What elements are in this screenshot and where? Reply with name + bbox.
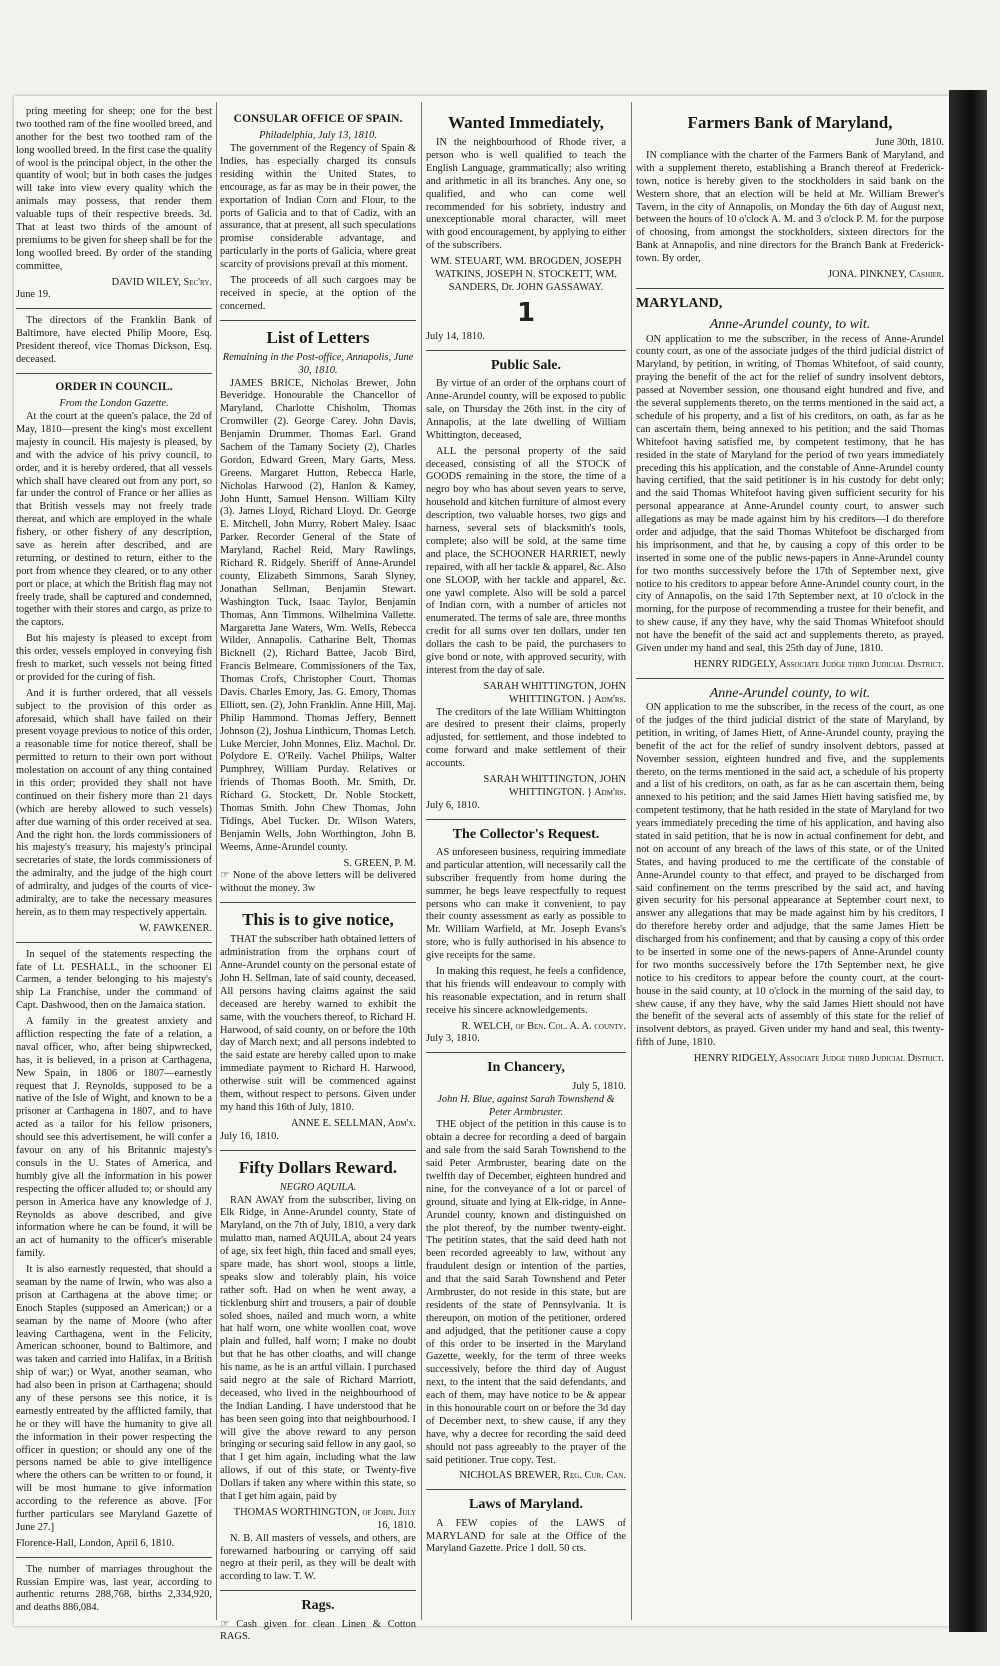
order-in-council-heading: ORDER IN COUNCIL. [55,380,173,393]
rags-heading: Rags. [301,1598,335,1614]
separator [16,373,212,374]
reward-text: RAN AWAY from the subscriber, living on Elk Ridge, in Anne-Arundel county, State of Maryland, on the 7th of July, 1810, a very dark mulatto man, named AQUILA, about 24 years of age, six feet high, thin faced and small eyes, spare made, has short wool, stoops a little, speaks slow and tolerably plain, his voice rather soft. Had on when he went away, a ticklenburg shirt and trousers, a pair of double soled shoes, nailed and much worn, a white hat half worn, one white woollen coat, wove plain and fulled, half worn; I make no doubt but that he has other cloaths, and will change his name, as he is an artful villain. I purchased said negro at the sale of Richard Marriott, deceased, who lived in the neighbourhood of the Indian Landing. I have understood that he has been seen going into that neighbourhood. I will give the above reward to any person bringing or securing said fellow in any gaol, so that I get him again, including what the law allows, if out of this state, or Twenty-five Dollars if taken any where within this state, so that I get him again, paid by [220,1194,416,1502]
consular-text-2: The proceeds of all such cargoes may be received in specie, at the option of the concerned. [220,275,416,312]
separator [16,942,212,943]
separator [426,350,626,351]
separator [636,288,944,289]
insolvent-text-1: ON application to me the subscriber, in the recess of Anne-Arundel county court, as one of the associate judges of the third judicial district of Maryland, by petition, in writing, of Thomas Whitefoot, of said county, praying the benefit of the act for the relief of sundry insolvent debtors, passed at November session, one thousand eight hundred and five, and the several supplements thereto, on the terms mentioned in the said act, a schedule of his property, and a list of his creditors, on oath, as far as he can ascertain them, being annexed to his petition; and the said Thomas Whitefoot having satisfied me, by competent testimony, that he has resided in the state of Maryland for the period of two years immediately preceding this his application, and the constable of Anne-Arundel county having certified, that the said petitioner is in his custody for debt only; and the said Thomas Whitefoot having given sufficient security for his personal appearance at Anne-Arundel county court, to answer such allegations as may be made against him by his creditors—I do therefore order and adjudge, that the said Thomas Whitefoot be discharged from his imprisonment, and that he, by causing a copy of this order to be inserted in some one of the public news-papers in Anne-Arundel county for two months successively before the 17th of September next, give notice to his creditors to appear before Anne-Arundel county court, in the city of Annapolis, on the said 17th September next, at 10 o'clock in the morning, for the purpose of recommending a trustee for their benefit, and to shew cause, if any they have, why the said Thomas Whitefoot should not have the benefit of the said act and supplements thereto, as prayed. Given under my hand and seal, this 25th day of June, 1810. [636,333,944,654]
wanted-heading: Wanted Immediately, [448,113,604,132]
chancery-heading: In Chancery, [487,1060,565,1076]
sale-signature-2: SARAH WHITTINGTON, JOHN WHITTINGTON. } Adm'rs. [483,773,626,798]
peshall-dateline: Florence-Hall, London, April 6, 1810. [16,1537,175,1549]
laws-text: A FEW copies of the LAWS of MARYLAND for sale at the Office of the Maryland Gazette. Price 1 doll. 50 cts. [426,1517,626,1555]
chancery-parties: John H. Blue, against Sarah Townshend & Peter Armbruster. [437,1093,615,1118]
chancery-date: July 5, 1810. [572,1080,626,1092]
sheep-date: June 19. [16,289,51,301]
list-of-letters-heading: List of Letters [266,327,370,347]
bank-date: June 30th, 1810. [875,137,944,149]
separator [220,320,416,321]
wanted-signatories: WM. STEUART, WM. BROGDEN, JOSEPH WATKINS, JOSEPH N. STOCKETT, WM. SANDERS, Dr. JOHN GASSAWAY. [430,256,622,293]
wanted-text: IN the neighbourhood of Rhode river, a person who is well qualified to teach the English Language, grammatically; also writing and arithmetic in all its branches. Any one, so qualified, and who can come well recommended for his sobriety, industry and unexceptionable moral character, will meet with good encouragement, by applying to either of the subscribers. [426,137,626,252]
sale-text-1: By virtue of an order of the orphans court of Anne-Arundel county, will be exposed to public sale, on Thursday the 26th inst. in the city of Annapolis, at the late dwelling of William Whittington, deceased, [426,378,626,441]
column-2 [220,106,416,1643]
consular-heading: CONSULAR OFFICE OF SPAIN. [233,113,403,125]
consular-dateline: Philadelphia, July 13, 1810. [259,130,377,142]
laws-heading: Laws of Maryland. [469,1497,583,1513]
order-source: From the London Gazette. [59,398,169,410]
order-text-1: At the court at the queen's palace, the 2d of May, 1810—present the king's most excellent majesty in council. His majesty is pleased, by and with the advice of his privy council, to order, and it is hereby ordered, that all vessels which shall have cleared out from any port, so far under the control of France or her allies as that British vessels may not freely trade thereat, and which are employed in the whale fishery, or other fishery of any description, save as herein after described, and are returning, or destined to return, either to the port from whence they cleared, or to any other port or place, at which the British flag may not freely trade, shall be captured and condemned, together with their stores and cargo, as prize to the captors. [16,411,212,629]
sale-date: July 6, 1810. [426,799,480,811]
public-sale-heading: Public Sale. [490,357,561,373]
peshall-text-3: It is also earnestly requested, that should a seaman by the name of Irwin, who was also a prison at Carthagena at the above time; or Enoch Staples (supposed an American;) or a seaman by the name of Moore (who after leaving Carthagena, went in the Felicity, American schooner, bound to Baltimore, and was taken and carried into Halifax, in a British ship of war;) or Wyat, another seaman, who had also been in prison at Carthagena; should any of these persons see this notice, it is earnestly entreated by the afflicted family, that he or they will have the humanity to give all the information in their power respecting the officer in question; or should any one of the persons named be able to give intelligence where the others can be written to or found, it will be most humane to give information according to the reference as above. [For further particulars see Maryland Gazette of June 27.] [16,1264,212,1533]
column-rule [421,102,422,1620]
separator [220,902,416,903]
insolvent-signature-2: HENRY RIDGELY, Associate Judge third Judicial District. [693,1053,944,1065]
separator [16,1557,212,1558]
franklin-bank-text: The directors of the Franklin Bank of Baltimore, have elected Philip Moore, Esq. President thereof, vice Thomas Dickson, Esq. deceased. [16,315,212,366]
collector-date: July 3, 1810. [426,1033,480,1045]
sale-signature: SARAH WHITTINGTON, JOHN WHITTINGTON. } Adm'rs. [483,680,626,705]
separator [636,678,944,679]
separator [220,1150,416,1151]
maryland-heading: MARYLAND, [636,295,723,311]
letters-text: JAMES BRICE, Nicholas Brewer, John Beveridge. Honourable the Chancellor of Maryland, Charlotte Chisholm, Thomas Cromwiller (2). George Carey. John Davis, Benjamin Drummer. Thomas Earl. Grand Sachem of the Tamany Society (2), Charles Gordon, Edward Green, Mary Garts, Mess. Greens. Margaret Hutton, Rebecca Harle, Nicholas Harwood (2), Hanlon & Kamey, John Huntt, Samuel Henson. William Kilty (3). James Lloyd, Richard Lloyd. Dr. George E. Mitchell, John Murry, Robert Maley. Isaac Parker. Recorder General of the State of Maryland, Rachel Reid, Mary Rawlings, Richard R. Ridgely. Sheriff of Anne-Arundel county, Elizabeth Simmons, Sarah Slyney, Jonathan Sellman, Benjamin Stewart. Washington Tuck, Isaac Taylor, Benjamin Thomas, Ann Timmons. Wilhelmina Vallette. Margaretta Jane Waters, Wm. Wells, Rebecca Wilder, Annapolis. Catharine Belt, Thomas Bicknell (2), Richard Battee, Jacob Bird, Francis Belmeare. Commissioners of the Tax, Thomas Crofs, Christopher Court. Thomas Davis. Charles Emory, Jas. G. Emory, Thomas Elliott, sen. (2), John Franklin. Anne Hill, Maj. Philip Hammond. Thomas Jeffery, Bennett Johnson (2), Joshua Linthicum, Thomas Letch. Luke Mercier, John Monnes, Eliz. Machol. Dr. Polydore E. O'Reily. Vachel Philips, Walter Pumphrey, William Purday. Relatives or friends of Thomas Booth. Mr. Smith, Dr. Richard G. Stockett, Dr. Noble Stockett, Thomas Smith. John Chew Thomas, John Tidings, Abel Tucker. Dr. Wilson Waters, Benjamin Wells, John Worthington, John B. Weems, Anne-Arundel county. [220,377,416,853]
consular-text-1: The government of the Regency of Spain & Indies, has especially charged its consuls residing within the United States, to encourage, as far as may be in their power, the exportation of Indian Corn and Flour, to the ports of Galicia and to that of Cadiz, with an assurance, that at present, all such speculations promise considerable advantage, and particularly in the ports of Galicia, where great scarcity of provisions prevail at this moment. [220,143,416,271]
order-text-2: But his majesty is pleased to except from this order, vessels employed in conveying fish fresh to market, such vessels not being fitted or provided for the curing of fish. [16,633,212,683]
insolvent-text-2: ON application to me the subscriber, in the recess of the court, as one of the judges of the third judicial district of the state of Maryland, by petition, in writing, of James Hiett, of Anne-Arundel county, praying the benefit of the act for the relief of sundry insolvent debtors, passed at November session, eighteen hundred and five, and the supplements thereto, on the terms mentioned in the said act, a schedule of his property and a list of his creditors, on oath, as far as he can ascertain them, being annexed to his petition; and the said James Hiett having satisfied me, by competent testimony, that he hath resided in the state of Maryland for two years immediately preceding the time of his application, and having also stated in said petition, that he is now in actual confinement for debt, and not on account of any breach of the laws of this state, or of the United States, and having produced to me the certificate of the constable of Anne-Arundel county to that effect, and prayed to be discharged from said confinement on the terms prescribed by the said act, and having given security for his personal appearance at September court next, to answer any allegations that may be made against him by his creditors, I do therefore hereby order and adjudge, that the same James Hiett be discharged from his confinement; and that by causing a copy of this order to be inserted in some one of the news-papers of Anne-Arundel county for two months successively before the 17th September next, he give notice to his creditors to appear before the county court, at the court-house in the said county, at 10 o'clock in the morning of the said day, to shew cause, if any they have, why the said James Hiett should not have the benefit of the several acts of assembly of this state for the relief of insolvent debtors, as prayed. Given under my hand and seal, this twenty-fifth of June, 1810. [636,702,944,1049]
collector-text-2: In making this request, he feels a confidence, that his friends will endeavour to comply with his reasonable expectation, and in return shall receive his sincere acknowledgements. [426,966,626,1016]
sale-text-3: The creditors of the late William Whittington are desired to present their claims, properly adjusted, for settlement, and those indebted to come forward and make settlement of their accounts. [426,706,626,770]
wanted-date: July 14, 1810. [426,331,485,342]
column-rule [216,102,217,1620]
book-spine [949,90,987,1632]
letters-signature: S. GREEN, P. M. [343,857,416,869]
notice-date: July 16, 1810. [220,1130,279,1142]
separator [16,308,212,309]
column-rule [631,102,632,1620]
russian-census-text: The number of marriages throughout the Russian Empire was, last year, according to authentic returns 288,768, births 2,334,920, and deaths 886,084. [16,1563,212,1614]
rags-text: ☞ Cash given for clean Linen & Cotton RAGS. [220,1618,416,1643]
reward-signature: THOMAS WORTHINGTON, of John. July 16, 1810. [233,1506,416,1531]
reward-subheading: NEGRO AQUILA. [279,1181,357,1193]
bank-signature: JONA. PINKNEY, Cashier. [827,268,944,280]
order-signature: W. FAWKENER. [139,922,212,934]
order-text-3: And it is further ordered, that all vessels subject to the provision of this order as aforesaid, which shall have failed on their present voyage previous to notice of this order, a reasonable time for notice thereof, shall be permitted to return to their own port without molestation on account of any thing contained in this order; provided they shall not have continued on their fishery more than 21 days (which are hereby allowed to such vessels) after due warning of this order received at sea. And the right hon. the lords commissioners of his majesty's treasury, his majesty's principal secretaries of state, the lords commissioners of the admiralty, and the judge of the high court of admiralty, and judges of the courts of vice-admiralty, are to take the necessary measures herein, as to them may respectively appertain. [16,687,212,918]
letters-note: ☞ None of the above letters will be delivered without the money. 3w [220,870,416,895]
chancery-text: THE object of the petition in this cause is to obtain a decree for recording a deed of bargain and sale from the said Sarah Townshend to the said Peter Armbruster, bearing date on the twelfth day of December, eighteen hundred and nine, for the conveyance of a lot or parcel of ground, situate and lying at Elk-ridge, in Anne-Arundel county, known and distinguished on the plot thereof, by the number twenty-eight. The petition states, that the said deed hath not been recorded agreeably to law, without any fraudulent design or intention of the parties, and that the said Sarah Townshend and Peter Armbruster, do not reside in this state, but are residents of the state of Pennsylvania. It is thereupon, on motion of the petitioner, ordered and adjudged, that the petitioner cause a copy of this order to be inserted in the Maryland Gazette, weekly, for the term of three weeks successively, before the third day of August next, to the intent that the said defendants, and each of them, may have notice to be & appear in this honourable court on or before the 3d day of December next, to shew cause, if any they have, why a decree for recording the said deed should not pass agreeably to the prayer of the said petitioner. True copy. Test. [426,1119,626,1466]
sheep-signature: DAVID WILEY, Sec'ry. [111,276,212,288]
reward-note: N. B. All masters of vessels, and others, are forewarned harbouring or carrying off said negro at their peril, as they will be dealt with according to law. T. W. [220,1532,416,1583]
farmers-bank-heading: Farmers Bank of Maryland, [687,113,893,132]
bank-text: IN compliance with the charter of the Farmers Bank of Maryland, and with a supplement thereto, establishing a Branch thereof at Frederick-town, notice is hereby given to the stockholders in said bank on the Western shore, that an election will be held at Mr. William Brewer's Tavern, in the city of Annapolis, on Monday the 6th day of August next, between the hours of 10 o'clock A. M. and 3 o'clock P. M. for the purpose of choosing, from amongst the stockholders, sixteen directors for the Bank at Annapolis, and nine directors for the Branch Bank at Frederick-town. By order, [636,149,944,265]
handwritten-mark: 1 [516,297,536,328]
column-3 [426,106,626,1616]
column-4 [636,106,944,1616]
separator [426,1489,626,1490]
county-heading: Anne-Arundel county, to wit. [709,317,871,333]
collector-signature: R. WELCH, of Ben. Col. A. A. county. [461,1020,626,1032]
separator [220,1590,416,1591]
notice-heading: This is to give notice, [242,910,394,930]
separator [426,819,626,820]
collector-heading: The Collector's Request. [452,826,600,842]
chancery-signature: NICHOLAS BREWER, Reg. Cur. Can. [459,1470,626,1482]
separator [426,1052,626,1053]
sheep-premium-text: pring meeting for sheep; one for the best two toothed ram of the fine woolled breed, and another for the best two toothed ram of the long woolled breed. In the first case the quality of wool is the principal object, in the other the quantity of wool; but in both cases the judges will take into view every quality which the animals may possess, that render them valuable tups of their respective breeds. 3d. That at least two thirds of the amount of premiums to be given for sheep shall be for the long woolled breed. By order of the standing committee, [16,106,212,272]
peshall-text-1: In sequel of the statements respecting the fate of Lt. PESHALL, in the schooner El Carmen, a tender belonging to his majesty's ship La Franchise, under the command of Capt. Dashwood, then on the Jamaica station. [16,948,212,1012]
column-1 [16,106,212,1616]
insolvent-signature-1: HENRY RIDGELY, Associate Judge third Judicial District. [693,658,944,670]
notice-text: THAT the subscriber hath obtained letters of administration from the orphans court of Anne-Arundel county on the personal estate of John H. Sellman, late of said county, deceased. All persons having claims against the said deceased are hereby warned to exhibit the same, with the vouchers thereof, to Richard H. Harwood, of said county, on or before the 10th day of March next; and all persons indebted to the said estate are hereby called upon to make immediate payment to Richard H. Harwood, otherwise suit will be commenced against them, without respect to persons. Given under my hand this 16th of July, 1810. [220,934,416,1113]
peshall-text-2: A family in the greatest anxiety and affliction respecting the fate of a relation, a naval officer, who, after being shipwrecked, has, it is believed, in a prison at Carthagena, New Spain, in 1806 or 1807—earnestly request that J. Reynolds, supposed to be a native of the Isle of Wight, and known to be a prisoner at Carthagena in 1807, and to have acted as a tailor for his fellow prisoners, should see this advertisement, he will confer a favour on any of his Britannic majesty's consuls in the U. States of America, and humbly give all the information in his power respecting the officer alluded to; or should any person in America have any knowledge of J. Reynolds as above described, and give information where he can be found, it will be an act of humanity to the officer's miserable family. [16,1016,212,1260]
county-heading-2: Anne-Arundel county, to wit. [709,685,871,701]
collector-text-1: AS unforeseen business, requiring immediate and particular attention, will necessarily call the subscriber frequently from home during the summer, he begs leave respectfully to request persons who can make it convenient, to pay their county assessment as early as possible to Mr. William Warfield, at Mr. Joseph Evans's store, who is fully authorised in his absence to give receipts for the same. [426,847,626,962]
letters-subheading: Remaining in the Post-office, Annapolis, June 30, 1810. [222,351,414,376]
notice-signature: ANNE E. SELLMAN, Adm'x. [291,1117,416,1129]
sale-text-2: ALL the personal property of the said deceased, consisting of all the STOCK of GOODS remaining in the store, the time of a negro boy who has about seven years to serve, household and kitchen furniture of almost every description, two valuable horses, two gigs and harness, several sets of blacksmith's tools, complete; also will be sold, at the same time and place, the SCHOONER HARRIET, newly repaired, with all her tackle & apparel, &c. Also one SLOOP, with her tackle and apparel, &c. one yawl complete. Also will be sold a parcel of Indian corn, with a number of articles not enumerated. The terms of sale are, three months credit for all sums over ten dollars, under ten dollars the cash to be paid, the purchasers to give bond or note, with approved security, with interest from the day of sale. [426,445,626,676]
newspaper-page [14,96,949,1643]
reward-heading: Fifty Dollars Reward. [238,1157,398,1177]
